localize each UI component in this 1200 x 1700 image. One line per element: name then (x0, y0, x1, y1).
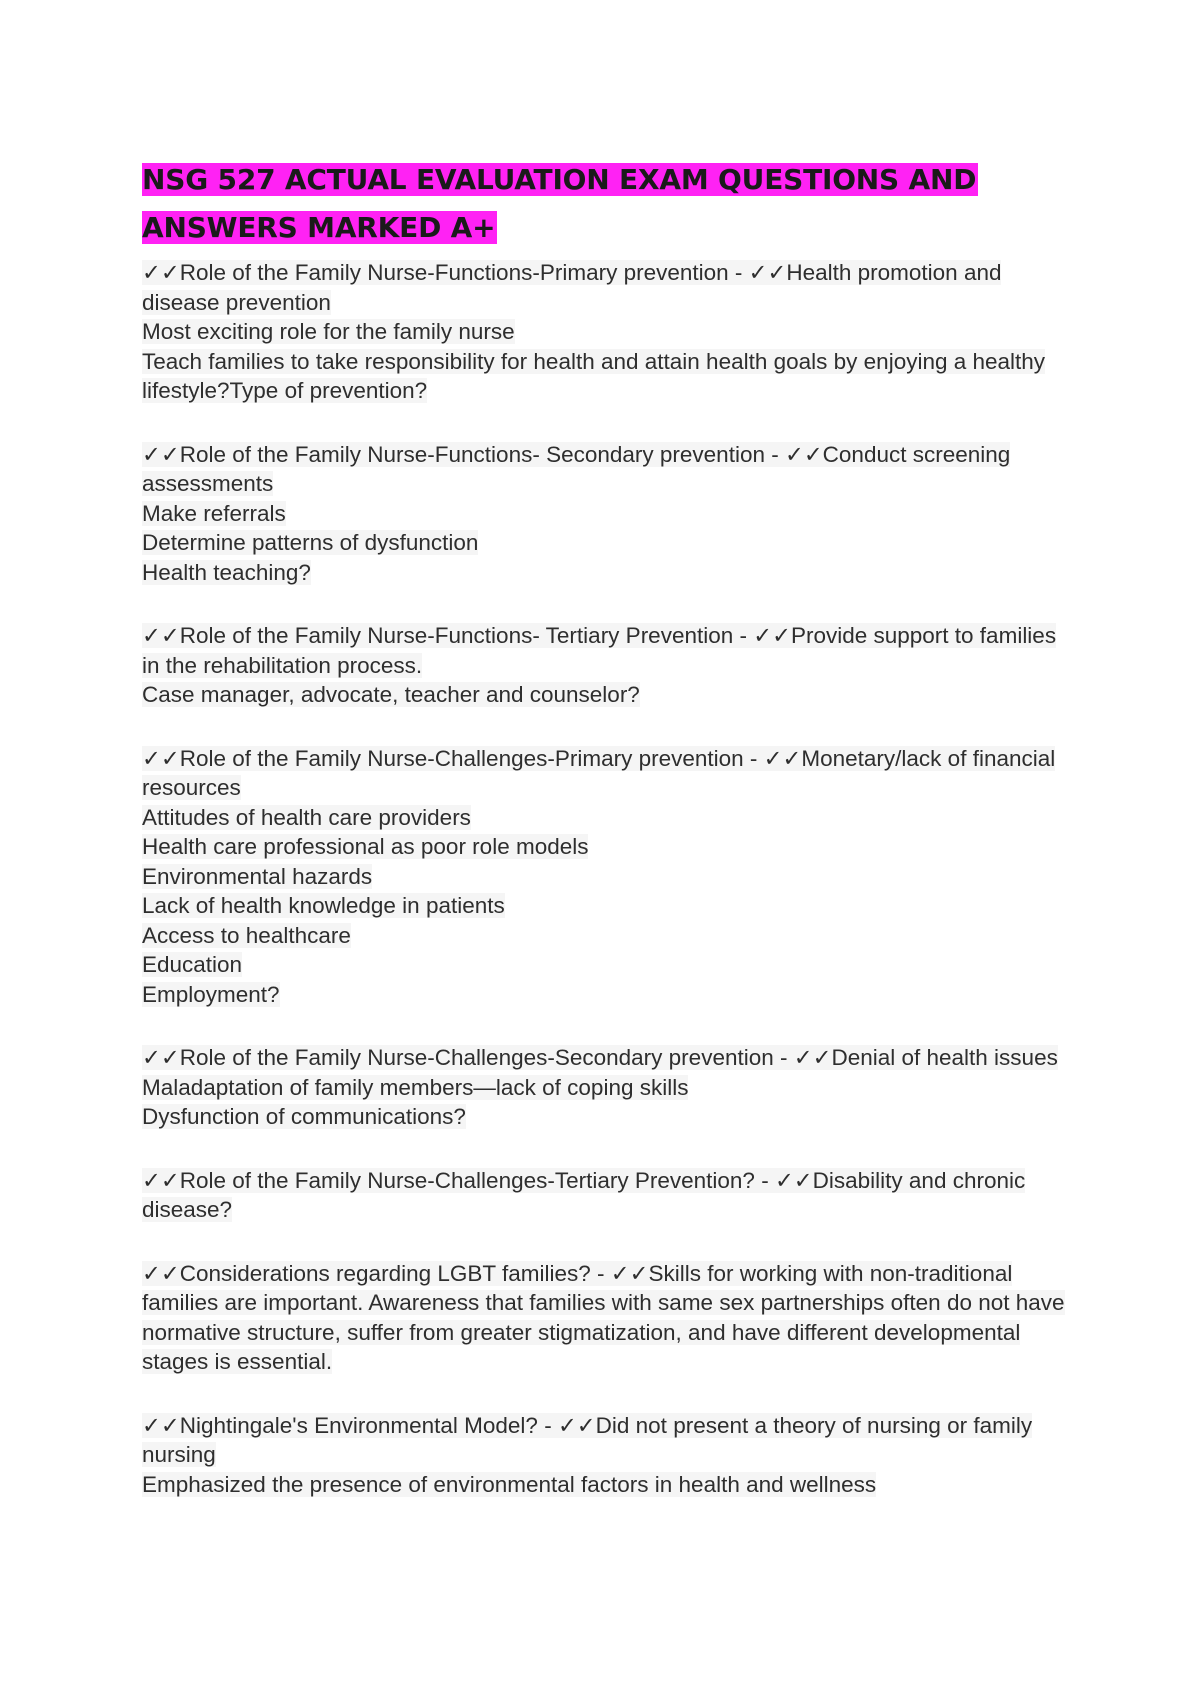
qa-entry-7 (142, 1259, 1072, 1377)
qa-line: ✓✓Considerations regarding LGBT families? - ✓✓Skills for working with non-traditional families are important. Awareness that families with same sex partnerships often do not have normative structure, suffer from greater stigmatization, and have different developmental stages is essential. (142, 1260, 1065, 1374)
qa-line: Determine patterns of dysfunction (142, 530, 479, 555)
qa-entry-6 (142, 1166, 1072, 1225)
qa-line: Access to healthcare (142, 922, 351, 948)
qa-line: ✓✓Role of the Family Nurse-Functions-Primary prevention - ✓✓Health promotion and disease prevention (142, 260, 1002, 315)
document-title (142, 156, 1072, 252)
qa-line: Dysfunction of communications? (142, 1104, 466, 1129)
qa-line: ✓✓Role of the Family Nurse-Challenges-Secondary prevention - ✓✓Denial of health issues (142, 1045, 1058, 1070)
title-highlight: NSG 527 ACTUAL EVALUATION EXAM QUESTIONS AND ANSWERS MARKED A+ (142, 163, 977, 244)
qa-line: Teach families to take responsibility for health and attain health goals by enjoying a healthy lifestyle?Type of prevention? (142, 348, 1046, 403)
qa-line: Attitudes of health care providers (142, 804, 471, 830)
qa-entry-8 (142, 1411, 1072, 1500)
qa-entry-1 (142, 258, 1072, 406)
qa-line: Health teaching? (142, 559, 311, 585)
qa-line: Employment? (142, 981, 280, 1007)
qa-line: ✓✓Role of the Family Nurse-Challenges-Primary prevention - ✓✓Monetary/lack of financial resources (142, 745, 1056, 800)
qa-line: Most exciting role for the family nurse (142, 319, 515, 344)
qa-line: ✓✓Nightingale's Environmental Model? - ✓✓Did not present a theory of nursing or family nursing (142, 1412, 1033, 1467)
qa-line: ✓✓Role of the Family Nurse-Functions- Tertiary Prevention - ✓✓Provide support to families in the rehabilitation process. (142, 623, 1057, 678)
qa-line: Education (142, 952, 243, 977)
qa-entry-3 (142, 621, 1072, 710)
qa-line: ✓✓Role of the Family Nurse-Challenges-Tertiary Prevention? - ✓✓Disability and chronic disease? (142, 1167, 1026, 1222)
document-content (142, 156, 1072, 1533)
qa-line: Emphasized the presence of environmental factors in health and wellness (142, 1471, 877, 1497)
qa-entry-2 (142, 440, 1072, 588)
qa-entry-5 (142, 1043, 1072, 1132)
qa-entry-4 (142, 744, 1072, 1010)
qa-line: ✓✓Role of the Family Nurse-Functions- Secondary prevention - ✓✓Conduct screening assessments (142, 441, 1011, 496)
qa-line: Health care professional as poor role models (142, 834, 589, 859)
qa-line: Environmental hazards (142, 863, 373, 889)
qa-line: Case manager, advocate, teacher and counselor? (142, 682, 640, 707)
qa-line: Lack of health knowledge in patients (142, 893, 505, 918)
qa-line: Make referrals (142, 500, 286, 526)
qa-line: Maladaptation of family members—lack of coping skills (142, 1074, 689, 1100)
